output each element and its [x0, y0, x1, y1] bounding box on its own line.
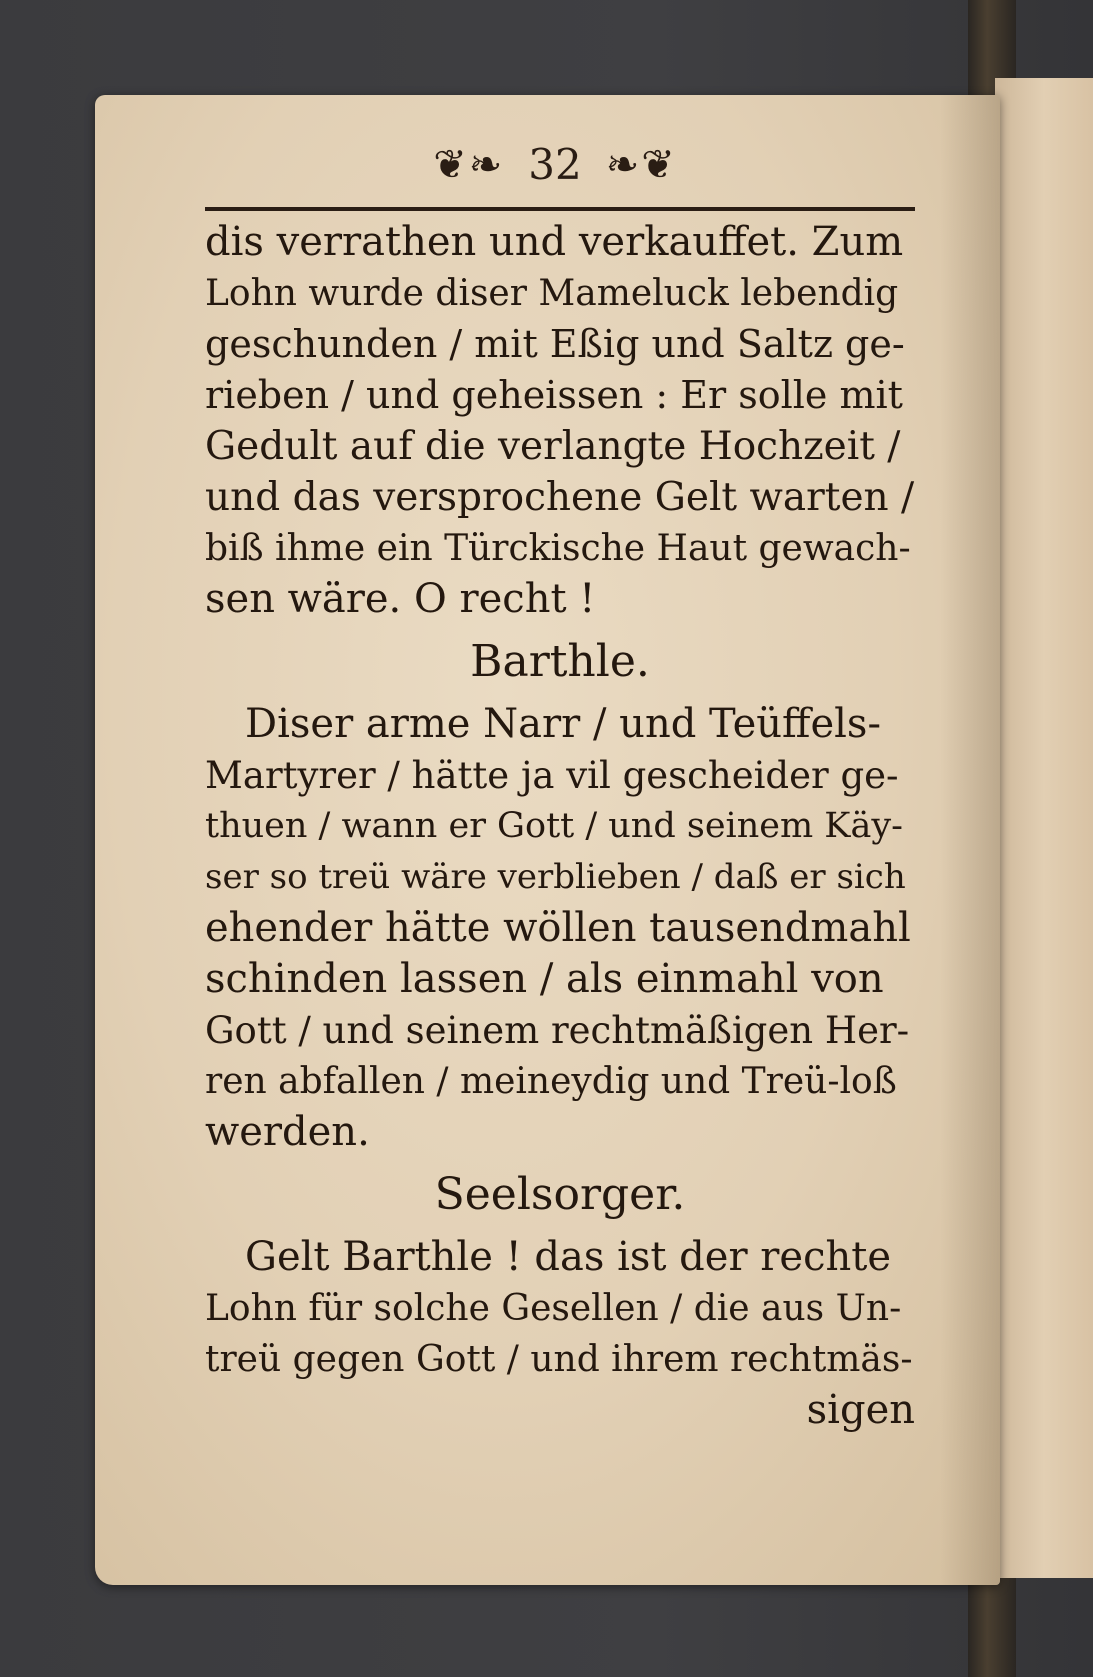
text-line: ren abfallen / meineydig und Treü-loß [205, 1061, 897, 1102]
text-line: dis verrathen und verkauffet. Zum [205, 219, 904, 265]
text-line: geschunden / mit Eßig und Saltz ge- [205, 322, 905, 366]
book-page [95, 95, 1000, 1585]
text-line: treü gegen Gott / und ihrem rechtmäs- [205, 1339, 913, 1380]
text-line: und das versprochene Gelt warten / [205, 475, 915, 520]
text-line: werden. [205, 1109, 370, 1155]
header-ornament-left: ❦❧ [433, 142, 505, 188]
page-number: 32 [528, 140, 582, 189]
catchword: sigen [806, 1387, 915, 1433]
page-header [205, 135, 905, 195]
text-line: Gott / und seinem rechtmäßigen Her- [205, 1009, 910, 1052]
text-line: biß ihme ein Türckische Haut gewach- [205, 528, 911, 569]
text-line: schinden lassen / als einmahl von [205, 956, 884, 1002]
text-line: Diser arme Narr / und Teüffels- [245, 701, 881, 747]
page-text [205, 217, 915, 1436]
speaker-heading-seelsorger: Seelsorger. [434, 1169, 686, 1220]
facing-page-edge [995, 78, 1093, 1578]
text-line: Gelt Barthle ! das ist der rechte [245, 1234, 891, 1280]
text-line: Lohn wurde diser Mameluck lebendig [205, 273, 899, 314]
text-line: ehender hätte wöllen tausendmahl [205, 905, 911, 951]
text-line: ser so treü wäre verblieben / daß er sich [205, 857, 906, 897]
text-line: Gedult auf die verlangte Hochzeit / [205, 424, 901, 469]
text-line: thuen / wann er Gott / und seinem Käy- [205, 806, 903, 846]
header-ornament-right: ❧❦ [605, 142, 677, 188]
text-line: Martyrer / hätte ja vil gescheider ge- [205, 754, 899, 797]
header-rule [205, 207, 915, 211]
text-line: Lohn für solche Gesellen / die aus Un- [205, 1288, 902, 1329]
text-line: rieben / und geheissen : Er solle mit [205, 373, 903, 417]
speaker-heading-barthle: Barthle. [470, 636, 650, 687]
text-line: sen wäre. O recht ! [205, 576, 596, 622]
